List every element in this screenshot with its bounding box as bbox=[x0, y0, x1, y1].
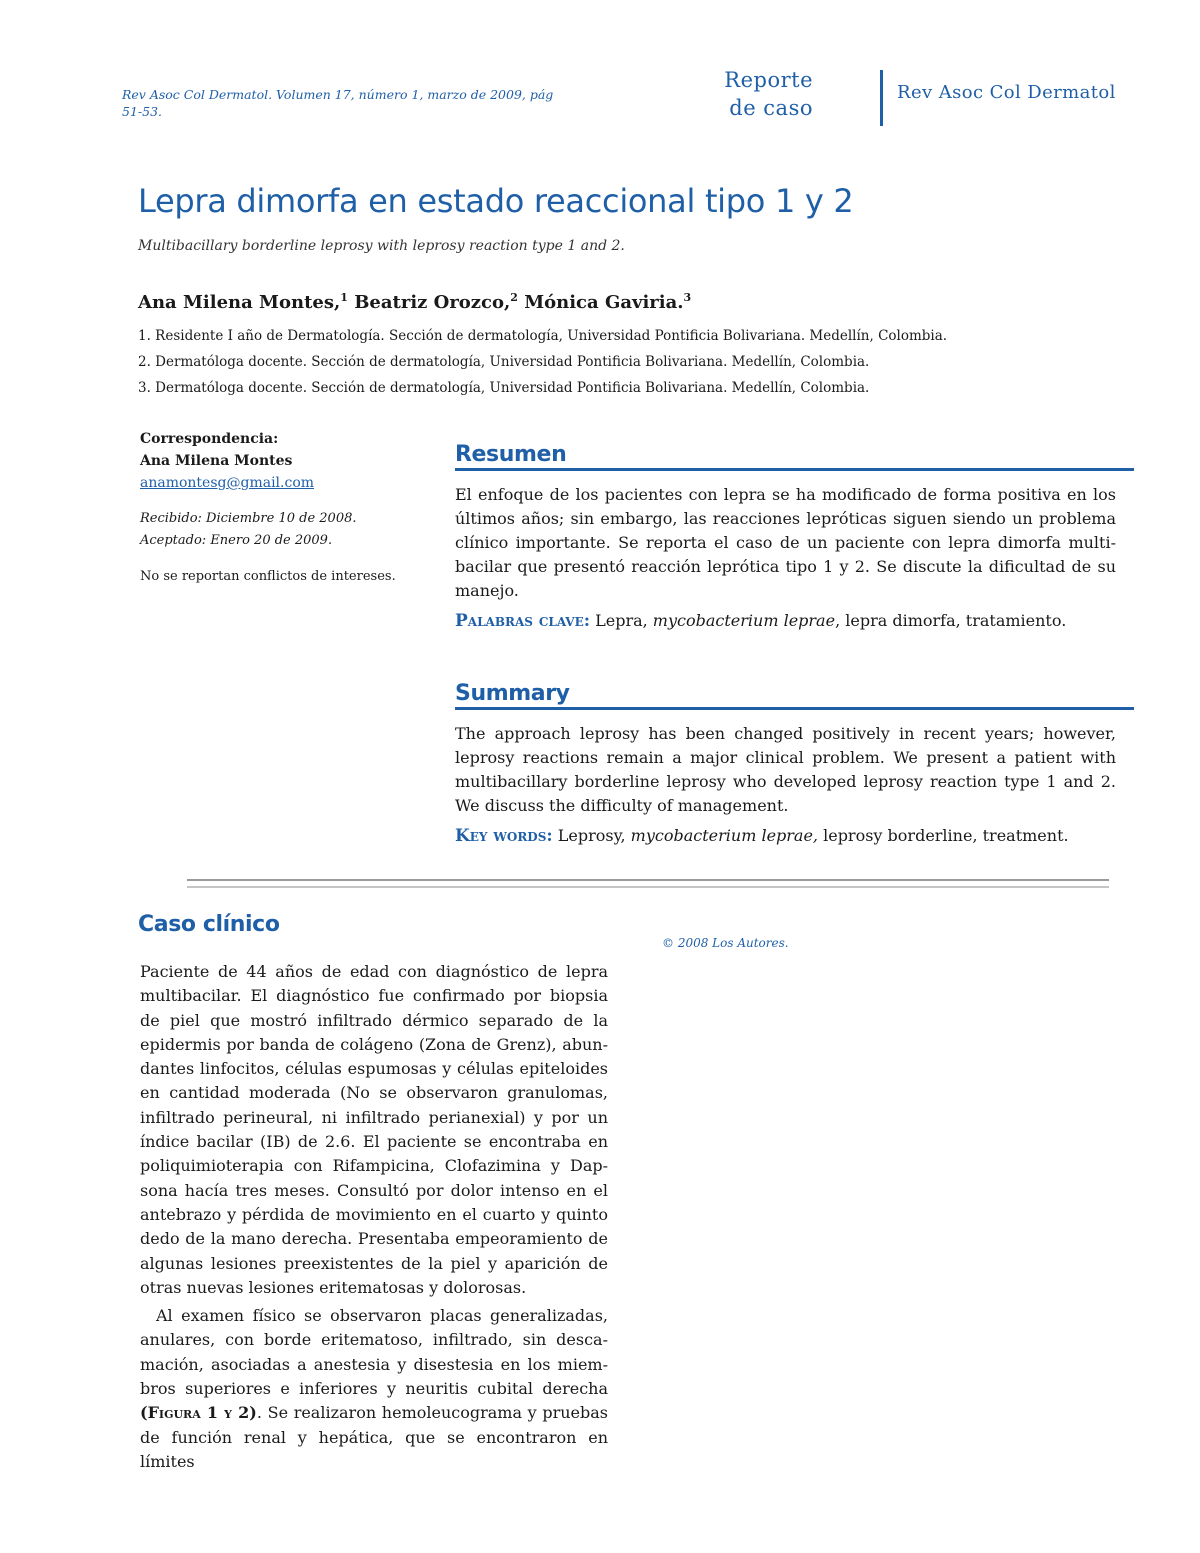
keywords-italic: mycobacterium leprae, bbox=[630, 826, 819, 845]
case-paragraph: Paciente de 44 años de edad con diagnóstico de lepra multibacilar. El diagnóstico fue confirmado por biopsia de piel que mostró infiltrado dérmico separado de la epidermis por banda de colágeno (Zona de Grenz), abun- dantes linfocitos, células espumosas y células epiteloides en cantidad moderada (No se observaron granulomas, infiltrado perineural, ni infiltrado perianexial) y por un índice bacilar (IB) de 2.6. El paciente se encontraba en poliquimioterapia con Rifampicina, Clofazimina y Dap- sona hacía tres meses. Consultó por dolor intenso en el antebrazo y pérdida de movimiento en el cuarto y quinto dedo de la mano derecha. Presentaba empeoramiento de algunas lesiones preexistentes de la piel y aparición de otras nuevas lesiones eritematosas y dolorosas. bbox=[140, 962, 608, 1297]
figure-reference: (Figura 1 y 2) bbox=[140, 1403, 257, 1423]
summary-heading: Summary bbox=[455, 681, 570, 706]
summary-rule bbox=[455, 707, 1134, 710]
author-name: Mónica Gaviria. bbox=[524, 292, 684, 313]
author-sup: 1 bbox=[340, 291, 348, 304]
brand-divider bbox=[880, 70, 883, 126]
author-list bbox=[138, 291, 691, 313]
keywords-text: Lepra, bbox=[590, 611, 653, 630]
case-paragraph bbox=[140, 1304, 608, 1474]
case-heading: Caso clínico bbox=[138, 912, 280, 937]
spacer bbox=[140, 494, 430, 508]
section-label-line2: de caso bbox=[729, 96, 813, 120]
accepted-date: Aceptado: Enero 20 de 2009. bbox=[140, 533, 333, 548]
keywords-label: Key words: bbox=[455, 826, 553, 846]
section-brand bbox=[724, 66, 1145, 126]
correspondence-name: Ana Milena Montes bbox=[140, 453, 293, 469]
keywords-italic: mycobacterium leprae bbox=[652, 611, 836, 630]
spacer bbox=[140, 552, 430, 566]
article-title: Lepra dimorfa en estado reaccional tipo 1 y 2 bbox=[138, 182, 854, 220]
author-sup: 3 bbox=[683, 291, 692, 304]
resumen-keywords bbox=[455, 609, 1134, 633]
correspondence-block bbox=[140, 428, 430, 588]
keywords-text: Leprosy, bbox=[552, 826, 631, 845]
correspondence-email-link[interactable]: anamontesg@gmail.com bbox=[140, 475, 315, 491]
conflicts-note: No se reportan conflictos de intereses. bbox=[140, 569, 396, 584]
section-divider bbox=[187, 879, 1109, 888]
affiliation-item: 2. Dermatóloga docente. Sección de dermatología, Universidad Pontificia Bolivariana. Medellín, Colombia. bbox=[138, 354, 870, 370]
affiliation-list bbox=[138, 325, 947, 403]
journal-name: Rev Asoc Col Dermatol bbox=[897, 82, 1116, 103]
keywords-label: Palabras clave: bbox=[455, 611, 591, 631]
author-name: Ana Milena Montes, bbox=[138, 292, 341, 313]
summary-keywords bbox=[455, 824, 1134, 848]
case-text: . Se realizaron hemoleucograma y pruebas de función renal y hepática, que se encontraron en límites bbox=[140, 1403, 608, 1471]
affiliation-item: 1. Residente I año de Dermatología. Sección de dermatología, Universidad Pontificia Bolivariana. Medellín, Colombia. bbox=[138, 328, 948, 344]
summary-text: The approach leprosy has been changed positively in recent years; however, leprosy reactions remain a major clinical problem. We present a patient with multibacillary borderline leprosy who developed leprosy reaction type 1 and 2. We discuss the difficulty of management. bbox=[455, 724, 1116, 815]
section-label bbox=[724, 66, 813, 122]
keywords-text: leprosy borderline, treatment. bbox=[818, 826, 1069, 845]
resumen-text: El enfoque de los pacientes con lepra se ha modificado de forma positiva en los últimos años; sin embargo, las reacciones lepróticas siguen siendo un problema clínico importante. Se reporta el caso de un paciente con lepra dimorfa multi-bacilar que presentó reacción leprótica tipo 1 y 2. Se discute la dificultad de su manejo. bbox=[455, 485, 1116, 600]
citation: Rev Asoc Col Dermatol. Volumen 17, número 1, marzo de 2009, pág 51-53. bbox=[122, 87, 554, 119]
resumen-rule bbox=[455, 468, 1134, 471]
author-sup: 2 bbox=[510, 291, 518, 304]
received-date: Recibido: Diciembre 10 de 2008. bbox=[140, 511, 357, 526]
resumen-section bbox=[455, 442, 1134, 633]
case-text: Al examen físico se observaron placas generalizadas, anulares, con borde eritematoso, infiltrado, sin desca- mación, asociadas a anestesia y disestesia en los miem- bros superiores e inferiores y neuritis cubital derecha bbox=[140, 1306, 608, 1399]
author-name: Beatriz Orozco, bbox=[354, 292, 511, 313]
section-label-line1: Reporte bbox=[724, 68, 813, 92]
keywords-text: , lepra dimorfa, tratamiento. bbox=[835, 611, 1067, 630]
copyright-note: © 2008 Los Autores. bbox=[662, 936, 789, 950]
summary-section bbox=[455, 681, 1134, 848]
resumen-heading: Resumen bbox=[455, 442, 567, 467]
affiliation-item: 3. Dermatóloga docente. Sección de dermatología, Universidad Pontificia Bolivariana. Medellín, Colombia. bbox=[138, 380, 870, 396]
article-subtitle: Multibacillary borderline leprosy with leprosy reaction type 1 and 2. bbox=[138, 238, 625, 254]
correspondence-label: Correspondencia: bbox=[140, 431, 279, 447]
case-body bbox=[140, 960, 608, 1474]
